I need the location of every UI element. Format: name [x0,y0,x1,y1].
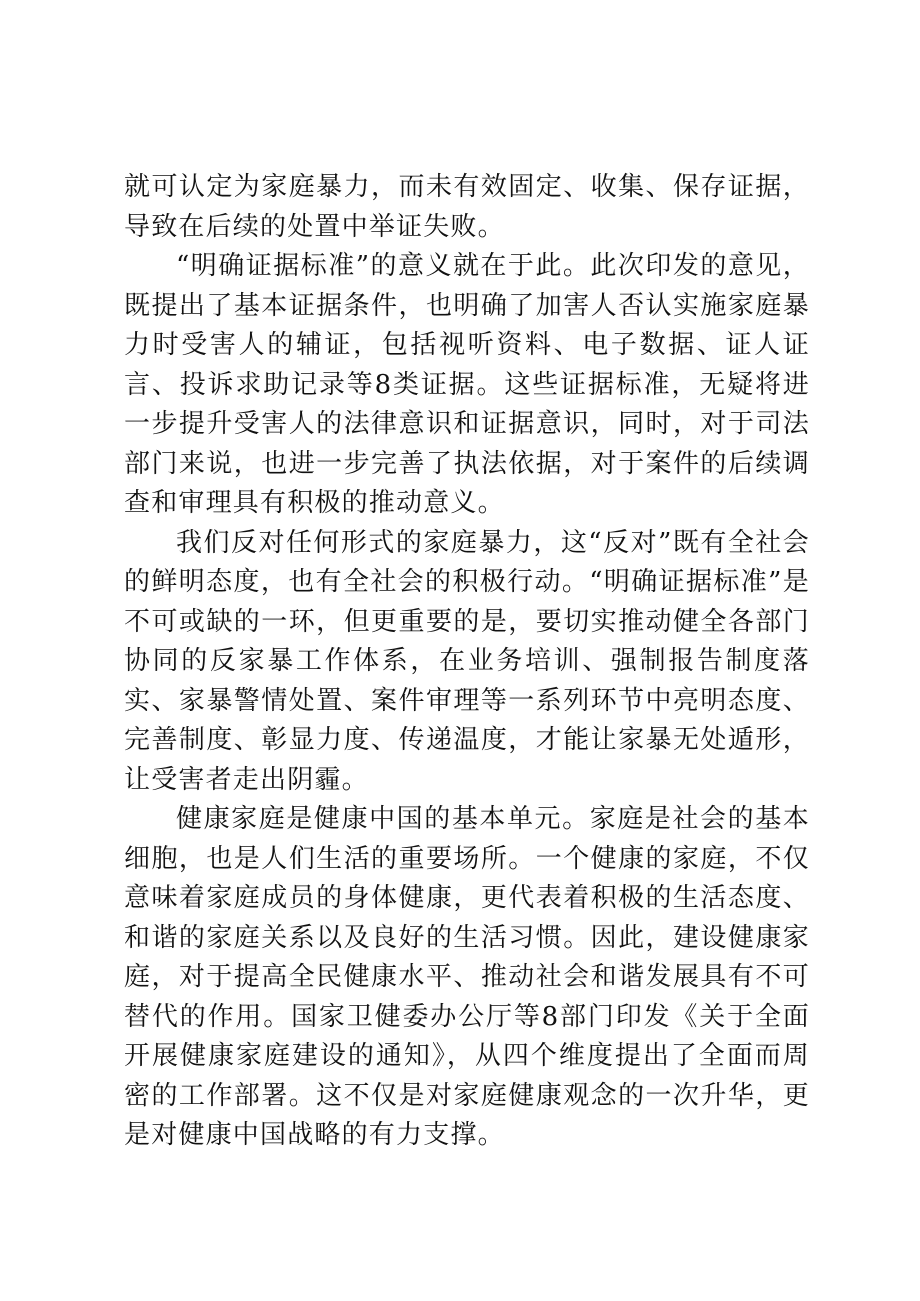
paragraph-continuation: 就可认定为家庭暴力，而未有效固定、收集、保存证据，导致在后续的处置中举证失败。 [124,172,810,242]
paragraph-healthy-family: 健康家庭是健康中国的基本单元。家庭是社会的基本细胞，也是人们生活的重要场所。一个健康的家庭，不仅意味着家庭成员的身体健康，更代表着积极的生活态度、和谐的家庭关系以及良好的生活习惯。因此，建设健康家庭，对于提高全民健康水平、推动社会和谐发展具有不可替代的作用。国家卫健委办公厅等8部门印发《关于全面开展健康家庭建设的通知》，从四个维度提出了全面而周密的工作部署。这不仅是对家庭健康观念的一次升华，更是对健康中国战略的有力支撑。 [124,804,810,1150]
paragraph-evidence-standard: “明确证据标准”的意义就在于此。此次印发的意见，既提出了基本证据条件，也明确了加害人否认实施家庭暴力时受害人的辅证，包括视听资料、电子数据、证人证言、投诉求助记录等8类证据。这些证据标准，无疑将进一步提升受害人的法律意识和证据意识，同时，对于司法部门来说，也进一步完善了执法依据，对于案件的后续调查和审理具有积极的推动意义。 [124,251,810,518]
document-body [124,168,810,1156]
paragraph-oppose-violence: 我们反对任何形式的家庭暴力，这“反对”既有全社会的鲜明态度，也有全社会的积极行动。“明确证据标准”是不可或缺的一环，但更重要的是，要切实推动健全各部门协同的反家暴工作体系，在业务培训、强制报告制度落实、家暴警情处置、案件审理等一系列环节中亮明态度、完善制度、彰显力度、传递温度，才能让家暴无处遁形，让受害者走出阴霾。 [124,527,810,795]
